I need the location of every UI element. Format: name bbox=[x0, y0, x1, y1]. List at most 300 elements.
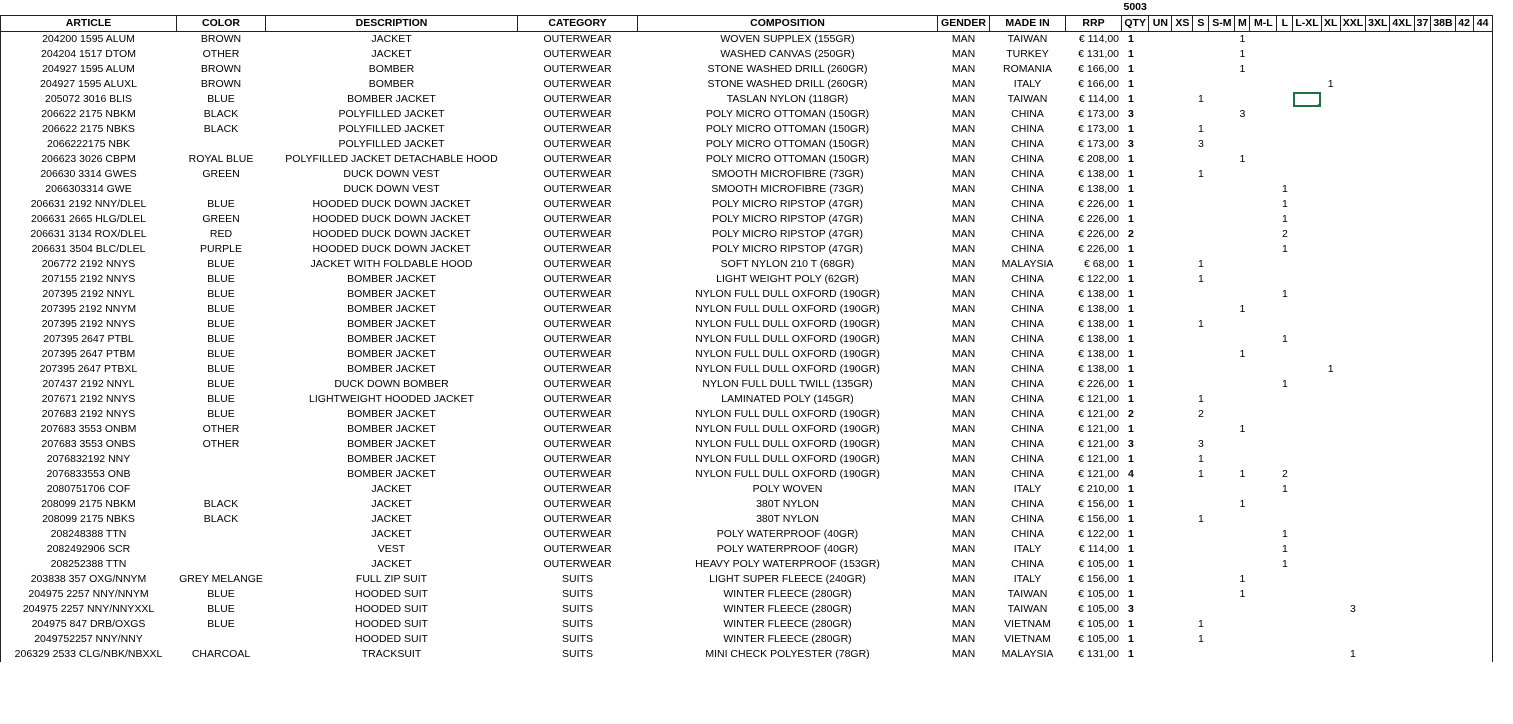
cell-color[interactable]: BLUE bbox=[207, 603, 235, 615]
cell-made-in[interactable]: CHINA bbox=[1011, 378, 1044, 390]
cell-size-42[interactable] bbox=[1455, 257, 1473, 272]
cell-size-xs[interactable] bbox=[1172, 512, 1193, 527]
cell-size-m-l[interactable] bbox=[1250, 452, 1277, 467]
cell-size-4xl[interactable] bbox=[1390, 182, 1414, 197]
cell-size-38b[interactable] bbox=[1431, 407, 1455, 422]
cell-made-in[interactable]: CHINA bbox=[1011, 393, 1044, 405]
cell-gender[interactable]: MAN bbox=[951, 63, 976, 75]
cell-size-xl[interactable] bbox=[1321, 62, 1340, 77]
cell-size-37[interactable] bbox=[1414, 77, 1431, 92]
cell-size-xl[interactable] bbox=[1321, 272, 1340, 287]
cell-size-42[interactable] bbox=[1455, 317, 1473, 332]
cell-size-xs[interactable] bbox=[1172, 452, 1193, 467]
cell-size-xs[interactable] bbox=[1172, 527, 1193, 542]
cell-qty[interactable]: 1 bbox=[1122, 587, 1149, 602]
cell-size-l-xl[interactable] bbox=[1293, 527, 1321, 542]
cell-composition[interactable]: STONE WASHED DRILL (260GR) bbox=[707, 78, 868, 90]
cell-size-s-m[interactable] bbox=[1209, 152, 1235, 167]
cell-color[interactable]: CHARCOAL bbox=[191, 648, 251, 660]
cell-gender[interactable]: MAN bbox=[951, 123, 976, 135]
cell-rrp[interactable]: € 114,00 bbox=[1078, 543, 1119, 555]
cell-size-l[interactable]: 1 bbox=[1277, 557, 1293, 572]
cell-qty[interactable]: 1 bbox=[1122, 512, 1149, 527]
cell-size-un[interactable] bbox=[1149, 212, 1172, 227]
cell-gender[interactable]: MAN bbox=[951, 198, 976, 210]
cell-rrp[interactable]: € 131,00 bbox=[1078, 648, 1119, 660]
cell-size-l-xl[interactable] bbox=[1293, 137, 1321, 152]
cell-size-l-xl[interactable] bbox=[1293, 437, 1321, 452]
cell-size-s[interactable]: 3 bbox=[1193, 137, 1209, 152]
cell-composition[interactable]: WASHED CANVAS (250GR) bbox=[720, 48, 855, 60]
cell-size-44[interactable] bbox=[1473, 347, 1492, 362]
cell-size-4xl[interactable] bbox=[1390, 287, 1414, 302]
cell-rrp[interactable]: € 114,00 bbox=[1078, 33, 1119, 45]
cell-size-l-xl[interactable] bbox=[1293, 182, 1321, 197]
cell-composition[interactable]: SMOOTH MICROFIBRE (73GR) bbox=[711, 168, 864, 180]
cell-size-m-l[interactable] bbox=[1250, 617, 1277, 632]
header-size-xl[interactable]: XL bbox=[1321, 16, 1340, 32]
cell-size-s-m[interactable] bbox=[1209, 377, 1235, 392]
cell-article[interactable]: 206329 2533 CLG/NBK/NBXXL bbox=[1, 647, 177, 662]
cell-gender[interactable]: MAN bbox=[951, 153, 976, 165]
cell-size-xl[interactable] bbox=[1321, 512, 1340, 527]
cell-size-4xl[interactable] bbox=[1390, 347, 1414, 362]
cell-size-s[interactable]: 1 bbox=[1193, 512, 1209, 527]
cell-size-un[interactable] bbox=[1149, 527, 1172, 542]
cell-article[interactable]: 206631 3134 ROX/DLEL bbox=[1, 227, 177, 242]
cell-size-xs[interactable] bbox=[1172, 77, 1193, 92]
cell-gender[interactable]: MAN bbox=[951, 633, 976, 645]
cell-size-37[interactable] bbox=[1414, 572, 1431, 587]
cell-size-s-m[interactable] bbox=[1209, 317, 1235, 332]
cell-category[interactable]: OUTERWEAR bbox=[543, 423, 612, 435]
cell-rrp[interactable]: € 226,00 bbox=[1078, 198, 1119, 210]
cell-size-42[interactable] bbox=[1455, 452, 1473, 467]
cell-size-44[interactable] bbox=[1473, 452, 1492, 467]
cell-size-42[interactable] bbox=[1455, 107, 1473, 122]
cell-size-38b[interactable] bbox=[1431, 482, 1455, 497]
cell-size-un[interactable] bbox=[1149, 407, 1172, 422]
cell-qty[interactable]: 4 bbox=[1122, 467, 1149, 482]
cell-size-44[interactable] bbox=[1473, 317, 1492, 332]
cell-size-38b[interactable] bbox=[1431, 47, 1455, 62]
cell-size-m[interactable]: 1 bbox=[1235, 47, 1250, 62]
cell-description[interactable]: HOODED SUIT bbox=[355, 588, 428, 600]
cell-size-xs[interactable] bbox=[1172, 107, 1193, 122]
cell-size-xl[interactable] bbox=[1321, 167, 1340, 182]
cell-article[interactable]: 207395 2192 NNYL bbox=[1, 287, 177, 302]
cell-size-xl[interactable] bbox=[1321, 572, 1340, 587]
cell-composition[interactable]: POLY MICRO RIPSTOP (47GR) bbox=[712, 198, 863, 210]
cell-composition[interactable]: POLY MICRO RIPSTOP (47GR) bbox=[712, 228, 863, 240]
cell-color[interactable] bbox=[177, 527, 266, 542]
cell-made-in[interactable]: CHINA bbox=[1011, 333, 1044, 345]
cell-size-s[interactable] bbox=[1193, 377, 1209, 392]
cell-composition[interactable]: NYLON FULL DULL OXFORD (190GR) bbox=[695, 288, 880, 300]
cell-size-37[interactable] bbox=[1414, 317, 1431, 332]
cell-size-un[interactable] bbox=[1149, 617, 1172, 632]
cell-color[interactable]: BROWN bbox=[200, 78, 242, 90]
cell-size-4xl[interactable] bbox=[1390, 317, 1414, 332]
cell-size-38b[interactable] bbox=[1431, 92, 1455, 107]
cell-qty[interactable]: 3 bbox=[1122, 107, 1149, 122]
cell-article[interactable]: 206630 3314 GWES bbox=[1, 167, 177, 182]
cell-size-s-m[interactable] bbox=[1209, 497, 1235, 512]
cell-size-3xl[interactable] bbox=[1366, 182, 1390, 197]
cell-size-l[interactable] bbox=[1277, 617, 1293, 632]
cell-composition[interactable]: POLY MICRO OTTOMAN (150GR) bbox=[705, 108, 870, 120]
cell-size-un[interactable] bbox=[1149, 332, 1172, 347]
cell-size-m-l[interactable] bbox=[1250, 242, 1277, 257]
cell-size-xl[interactable] bbox=[1321, 197, 1340, 212]
cell-size-xs[interactable] bbox=[1172, 377, 1193, 392]
cell-composition[interactable]: WINTER FLEECE (280GR) bbox=[723, 588, 852, 600]
cell-gender[interactable]: MAN bbox=[951, 168, 976, 180]
cell-size-un[interactable] bbox=[1149, 92, 1172, 107]
cell-gender[interactable]: MAN bbox=[951, 453, 976, 465]
cell-size-38b[interactable] bbox=[1431, 287, 1455, 302]
cell-size-un[interactable] bbox=[1149, 557, 1172, 572]
cell-size-xxl[interactable] bbox=[1340, 497, 1365, 512]
cell-size-l-xl[interactable] bbox=[1293, 47, 1321, 62]
cell-gender[interactable]: MAN bbox=[951, 438, 976, 450]
cell-size-s[interactable] bbox=[1193, 647, 1209, 662]
cell-size-4xl[interactable] bbox=[1390, 197, 1414, 212]
cell-size-un[interactable] bbox=[1149, 122, 1172, 137]
cell-size-s[interactable]: 1 bbox=[1193, 272, 1209, 287]
cell-size-42[interactable] bbox=[1455, 197, 1473, 212]
cell-size-42[interactable] bbox=[1455, 647, 1473, 662]
cell-size-3xl[interactable] bbox=[1366, 317, 1390, 332]
cell-size-44[interactable] bbox=[1473, 527, 1492, 542]
cell-description[interactable]: BOMBER bbox=[368, 63, 415, 75]
cell-description[interactable]: HOODED SUIT bbox=[355, 603, 428, 615]
cell-size-m-l[interactable] bbox=[1250, 542, 1277, 557]
cell-size-3xl[interactable] bbox=[1366, 107, 1390, 122]
cell-made-in[interactable]: ROMANIA bbox=[1002, 63, 1052, 75]
cell-size-44[interactable] bbox=[1473, 392, 1492, 407]
cell-size-l-xl[interactable] bbox=[1293, 407, 1321, 422]
cell-size-44[interactable] bbox=[1473, 197, 1492, 212]
cell-gender[interactable]: MAN bbox=[951, 528, 976, 540]
cell-size-s[interactable] bbox=[1193, 107, 1209, 122]
cell-size-m[interactable] bbox=[1235, 527, 1250, 542]
cell-size-38b[interactable] bbox=[1431, 467, 1455, 482]
cell-size-xs[interactable] bbox=[1172, 392, 1193, 407]
cell-gender[interactable]: MAN bbox=[951, 183, 976, 195]
cell-category[interactable]: OUTERWEAR bbox=[543, 153, 612, 165]
cell-size-m[interactable]: 1 bbox=[1235, 497, 1250, 512]
cell-made-in[interactable]: TURKEY bbox=[1006, 48, 1049, 60]
cell-size-m[interactable]: 1 bbox=[1235, 587, 1250, 602]
cell-color[interactable] bbox=[177, 557, 266, 572]
cell-made-in[interactable]: CHINA bbox=[1011, 318, 1044, 330]
cell-category[interactable]: OUTERWEAR bbox=[543, 348, 612, 360]
cell-size-3xl[interactable] bbox=[1366, 407, 1390, 422]
cell-size-m[interactable] bbox=[1235, 557, 1250, 572]
cell-size-m[interactable]: 1 bbox=[1235, 422, 1250, 437]
cell-size-un[interactable] bbox=[1149, 77, 1172, 92]
header-composition[interactable]: COMPOSITION bbox=[638, 16, 938, 32]
cell-size-42[interactable] bbox=[1455, 332, 1473, 347]
cell-article[interactable]: 2049752257 NNY/NNY bbox=[1, 632, 177, 647]
cell-size-un[interactable] bbox=[1149, 572, 1172, 587]
header-size-s-m[interactable]: S-M bbox=[1209, 16, 1235, 32]
cell-size-s[interactable] bbox=[1193, 527, 1209, 542]
cell-qty[interactable]: 1 bbox=[1122, 497, 1149, 512]
cell-description[interactable]: POLYFILLED JACKET bbox=[338, 123, 445, 135]
cell-size-37[interactable] bbox=[1414, 257, 1431, 272]
cell-description[interactable]: BOMBER JACKET bbox=[347, 318, 436, 330]
cell-size-37[interactable] bbox=[1414, 227, 1431, 242]
cell-size-m-l[interactable] bbox=[1250, 122, 1277, 137]
cell-description[interactable]: BOMBER JACKET bbox=[347, 438, 436, 450]
cell-size-xs[interactable] bbox=[1172, 632, 1193, 647]
cell-made-in[interactable]: CHINA bbox=[1011, 438, 1044, 450]
cell-rrp[interactable]: € 122,00 bbox=[1078, 528, 1119, 540]
cell-size-m-l[interactable] bbox=[1250, 197, 1277, 212]
cell-size-m[interactable] bbox=[1235, 632, 1250, 647]
cell-size-37[interactable] bbox=[1414, 197, 1431, 212]
cell-size-m-l[interactable] bbox=[1250, 587, 1277, 602]
cell-rrp[interactable]: € 156,00 bbox=[1078, 498, 1119, 510]
cell-rrp[interactable]: € 68,00 bbox=[1083, 258, 1119, 270]
cell-gender[interactable]: MAN bbox=[951, 573, 976, 585]
cell-description[interactable]: VEST bbox=[377, 543, 406, 555]
cell-size-l[interactable] bbox=[1277, 512, 1293, 527]
cell-size-m[interactable]: 1 bbox=[1235, 152, 1250, 167]
cell-size-37[interactable] bbox=[1414, 362, 1431, 377]
cell-size-xl[interactable] bbox=[1321, 602, 1340, 617]
cell-size-m-l[interactable] bbox=[1250, 47, 1277, 62]
cell-size-l-xl[interactable] bbox=[1293, 572, 1321, 587]
cell-size-l[interactable] bbox=[1277, 632, 1293, 647]
cell-size-38b[interactable] bbox=[1431, 452, 1455, 467]
cell-size-xs[interactable] bbox=[1172, 332, 1193, 347]
cell-size-xs[interactable] bbox=[1172, 482, 1193, 497]
cell-rrp[interactable]: € 121,00 bbox=[1078, 468, 1119, 480]
cell-composition[interactable]: POLY WATERPROOF (40GR) bbox=[716, 543, 859, 555]
cell-size-3xl[interactable] bbox=[1366, 482, 1390, 497]
cell-size-l-xl[interactable] bbox=[1293, 542, 1321, 557]
cell-size-42[interactable] bbox=[1455, 392, 1473, 407]
cell-size-42[interactable] bbox=[1455, 212, 1473, 227]
cell-size-44[interactable] bbox=[1473, 407, 1492, 422]
cell-size-m[interactable] bbox=[1235, 197, 1250, 212]
cell-size-4xl[interactable] bbox=[1390, 272, 1414, 287]
cell-size-38b[interactable] bbox=[1431, 422, 1455, 437]
cell-size-m[interactable] bbox=[1235, 77, 1250, 92]
cell-made-in[interactable]: ITALY bbox=[1013, 483, 1042, 495]
cell-size-xl[interactable] bbox=[1321, 497, 1340, 512]
cell-size-m-l[interactable] bbox=[1250, 107, 1277, 122]
header-rrp[interactable]: RRP bbox=[1066, 16, 1122, 32]
cell-size-s[interactable] bbox=[1193, 287, 1209, 302]
cell-composition[interactable]: SOFT NYLON 210 T (68GR) bbox=[720, 258, 855, 270]
header-size-m-l[interactable]: M-L bbox=[1250, 16, 1277, 32]
cell-size-m-l[interactable] bbox=[1250, 137, 1277, 152]
cell-gender[interactable]: MAN bbox=[951, 513, 976, 525]
cell-size-s-m[interactable] bbox=[1209, 107, 1235, 122]
cell-color[interactable] bbox=[177, 452, 266, 467]
cell-size-s-m[interactable] bbox=[1209, 272, 1235, 287]
cell-size-42[interactable] bbox=[1455, 422, 1473, 437]
cell-size-s-m[interactable] bbox=[1209, 527, 1235, 542]
cell-size-s-m[interactable] bbox=[1209, 632, 1235, 647]
cell-composition[interactable]: NYLON FULL DULL OXFORD (190GR) bbox=[695, 453, 880, 465]
cell-qty[interactable]: 1 bbox=[1122, 647, 1149, 662]
cell-size-37[interactable] bbox=[1414, 167, 1431, 182]
cell-made-in[interactable]: CHINA bbox=[1011, 243, 1044, 255]
cell-gender[interactable]: MAN bbox=[951, 408, 976, 420]
cell-gender[interactable]: MAN bbox=[951, 333, 976, 345]
cell-size-42[interactable] bbox=[1455, 512, 1473, 527]
cell-qty[interactable]: 1 bbox=[1122, 257, 1149, 272]
cell-size-s-m[interactable] bbox=[1209, 257, 1235, 272]
cell-size-xl[interactable] bbox=[1321, 617, 1340, 632]
cell-gender[interactable]: MAN bbox=[951, 108, 976, 120]
cell-size-un[interactable] bbox=[1149, 647, 1172, 662]
cell-size-xxl[interactable] bbox=[1340, 137, 1365, 152]
cell-size-37[interactable] bbox=[1414, 602, 1431, 617]
cell-size-l[interactable] bbox=[1277, 62, 1293, 77]
cell-gender[interactable]: MAN bbox=[951, 138, 976, 150]
cell-size-m-l[interactable] bbox=[1250, 212, 1277, 227]
cell-size-s-m[interactable] bbox=[1209, 422, 1235, 437]
cell-size-38b[interactable] bbox=[1431, 197, 1455, 212]
cell-size-xs[interactable] bbox=[1172, 347, 1193, 362]
cell-category[interactable]: SUITS bbox=[562, 633, 593, 645]
cell-rrp[interactable]: € 138,00 bbox=[1078, 183, 1119, 195]
cell-composition[interactable]: NYLON FULL DULL TWILL (135GR) bbox=[702, 378, 873, 390]
cell-size-4xl[interactable] bbox=[1390, 92, 1414, 107]
cell-size-m[interactable] bbox=[1235, 317, 1250, 332]
cell-size-xxl[interactable] bbox=[1340, 572, 1365, 587]
cell-size-xl[interactable] bbox=[1321, 92, 1340, 107]
cell-size-42[interactable] bbox=[1455, 62, 1473, 77]
cell-size-37[interactable] bbox=[1414, 272, 1431, 287]
cell-size-un[interactable] bbox=[1149, 467, 1172, 482]
cell-size-l-xl[interactable] bbox=[1293, 347, 1321, 362]
cell-size-xxl[interactable] bbox=[1340, 587, 1365, 602]
cell-description[interactable]: JACKET bbox=[371, 528, 412, 540]
cell-size-38b[interactable] bbox=[1431, 557, 1455, 572]
cell-size-m[interactable] bbox=[1235, 482, 1250, 497]
cell-size-l-xl[interactable] bbox=[1293, 242, 1321, 257]
cell-size-38b[interactable] bbox=[1431, 632, 1455, 647]
cell-article[interactable]: 203838 357 OXG/NNYM bbox=[1, 572, 177, 587]
cell-size-m[interactable] bbox=[1235, 377, 1250, 392]
cell-size-l[interactable] bbox=[1277, 452, 1293, 467]
cell-size-m[interactable] bbox=[1235, 182, 1250, 197]
cell-size-s[interactable] bbox=[1193, 77, 1209, 92]
cell-size-m[interactable] bbox=[1235, 452, 1250, 467]
cell-size-l[interactable] bbox=[1277, 392, 1293, 407]
cell-size-44[interactable] bbox=[1473, 497, 1492, 512]
cell-size-xl[interactable] bbox=[1321, 227, 1340, 242]
cell-size-4xl[interactable] bbox=[1390, 602, 1414, 617]
cell-size-42[interactable] bbox=[1455, 347, 1473, 362]
cell-qty[interactable]: 1 bbox=[1122, 182, 1149, 197]
cell-size-44[interactable] bbox=[1473, 167, 1492, 182]
cell-color[interactable] bbox=[177, 467, 266, 482]
cell-made-in[interactable]: ITALY bbox=[1013, 78, 1042, 90]
cell-size-s[interactable] bbox=[1193, 497, 1209, 512]
cell-size-3xl[interactable] bbox=[1366, 377, 1390, 392]
cell-size-m[interactable]: 1 bbox=[1235, 572, 1250, 587]
cell-size-42[interactable] bbox=[1455, 242, 1473, 257]
cell-size-un[interactable] bbox=[1149, 152, 1172, 167]
cell-size-m[interactable] bbox=[1235, 602, 1250, 617]
cell-size-l[interactable] bbox=[1277, 587, 1293, 602]
cell-qty[interactable]: 1 bbox=[1122, 377, 1149, 392]
cell-category[interactable]: OUTERWEAR bbox=[543, 483, 612, 495]
cell-rrp[interactable]: € 138,00 bbox=[1078, 303, 1119, 315]
cell-category[interactable]: SUITS bbox=[562, 603, 593, 615]
cell-size-l[interactable] bbox=[1277, 407, 1293, 422]
header-size-l-xl[interactable]: L-XL bbox=[1293, 16, 1321, 32]
cell-size-38b[interactable] bbox=[1431, 617, 1455, 632]
cell-size-m-l[interactable] bbox=[1250, 362, 1277, 377]
cell-size-xxl[interactable] bbox=[1340, 167, 1365, 182]
cell-made-in[interactable]: CHINA bbox=[1011, 423, 1044, 435]
cell-size-44[interactable] bbox=[1473, 482, 1492, 497]
cell-made-in[interactable]: CHINA bbox=[1011, 303, 1044, 315]
cell-size-xs[interactable] bbox=[1172, 317, 1193, 332]
cell-size-l-xl[interactable] bbox=[1293, 287, 1321, 302]
cell-size-s-m[interactable] bbox=[1209, 197, 1235, 212]
cell-category[interactable]: SUITS bbox=[562, 573, 593, 585]
cell-size-l-xl[interactable] bbox=[1293, 92, 1321, 107]
cell-size-37[interactable] bbox=[1414, 182, 1431, 197]
cell-composition[interactable]: NYLON FULL DULL OXFORD (190GR) bbox=[695, 438, 880, 450]
cell-size-44[interactable] bbox=[1473, 212, 1492, 227]
cell-category[interactable]: OUTERWEAR bbox=[543, 108, 612, 120]
cell-rrp[interactable]: € 166,00 bbox=[1078, 63, 1119, 75]
cell-size-s-m[interactable] bbox=[1209, 362, 1235, 377]
cell-size-s[interactable] bbox=[1193, 557, 1209, 572]
cell-article[interactable]: 207683 3553 ONBS bbox=[1, 437, 177, 452]
cell-size-44[interactable] bbox=[1473, 122, 1492, 137]
cell-size-44[interactable] bbox=[1473, 602, 1492, 617]
cell-size-xs[interactable] bbox=[1172, 242, 1193, 257]
cell-size-4xl[interactable] bbox=[1390, 437, 1414, 452]
cell-made-in[interactable]: CHINA bbox=[1011, 558, 1044, 570]
cell-size-37[interactable] bbox=[1414, 332, 1431, 347]
header-size-l[interactable]: L bbox=[1277, 16, 1293, 32]
cell-size-4xl[interactable] bbox=[1390, 242, 1414, 257]
cell-size-3xl[interactable] bbox=[1366, 167, 1390, 182]
cell-size-xl[interactable] bbox=[1321, 422, 1340, 437]
cell-size-38b[interactable] bbox=[1431, 62, 1455, 77]
cell-size-l-xl[interactable] bbox=[1293, 617, 1321, 632]
cell-rrp[interactable]: € 121,00 bbox=[1078, 453, 1119, 465]
cell-color[interactable]: GREEN bbox=[202, 168, 240, 180]
cell-size-42[interactable] bbox=[1455, 47, 1473, 62]
cell-size-xxl[interactable] bbox=[1340, 47, 1365, 62]
cell-size-l[interactable]: 1 bbox=[1277, 287, 1293, 302]
cell-description[interactable]: DUCK DOWN VEST bbox=[343, 183, 440, 195]
cell-composition[interactable]: TASLAN NYLON (118GR) bbox=[726, 93, 849, 105]
header-color[interactable]: COLOR bbox=[177, 16, 266, 32]
cell-size-44[interactable] bbox=[1473, 77, 1492, 92]
cell-size-m-l[interactable] bbox=[1250, 302, 1277, 317]
cell-size-l[interactable]: 1 bbox=[1277, 242, 1293, 257]
cell-rrp[interactable]: € 226,00 bbox=[1078, 243, 1119, 255]
cell-size-un[interactable] bbox=[1149, 377, 1172, 392]
cell-size-38b[interactable] bbox=[1431, 32, 1455, 48]
cell-qty[interactable]: 1 bbox=[1122, 317, 1149, 332]
